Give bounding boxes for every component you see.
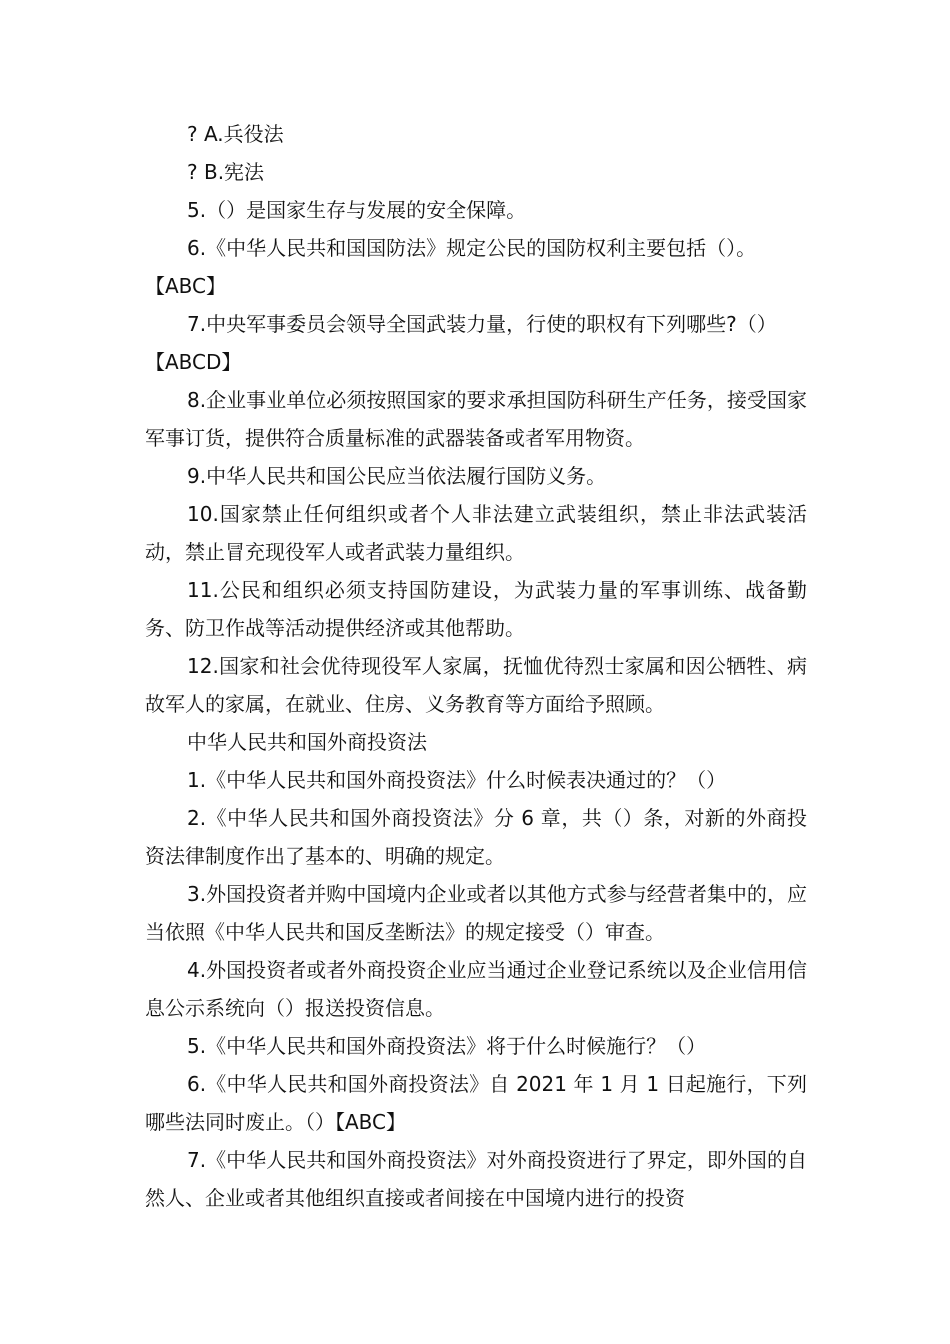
fi-question-3: 3.外国投资者并购中国境内企业或者以其他方式参与经营者集中的，应当依照《中华人民共和国反垄断法》的规定接受（）审查。 — [145, 882, 807, 944]
document-body — [145, 115, 807, 1217]
item-8: 8.企业事业单位必须按照国家的要求承担国防科研生产任务，接受国家军事订货，提供符合质量标准的武器装备或者军用物资。 — [145, 388, 807, 450]
section-heading-foreign-investment-law: 中华人民共和国外商投资法 — [187, 730, 427, 754]
fi-question-6: 6.《中华人民共和国外商投资法》自 2021 年 1 月 1 日起施行，下列哪些法同时废止。（）【ABC】 — [145, 1072, 807, 1134]
item-11: 11.公民和组织必须支持国防建设，为武装力量的军事训练、战备勤务、防卫作战等活动提供经济或其他帮助。 — [145, 578, 807, 640]
answer-abcd: 【ABCD】 — [145, 350, 242, 374]
item-12: 12.国家和社会优待现役军人家属，抚恤优待烈士家属和因公牺牲、病故军人的家属，在就业、住房、义务教育等方面给予照顾。 — [145, 654, 807, 716]
item-9: 9.中华人民共和国公民应当依法履行国防义务。 — [187, 464, 607, 488]
question-7: 7.中央军事委员会领导全国武装力量，行使的职权有下列哪些?（） — [187, 312, 777, 336]
fi-question-7: 7.《中华人民共和国外商投资法》对外商投资进行了界定，即外国的自然人、企业或者其他组织直接或者间接在中国境内进行的投资 — [145, 1148, 807, 1210]
question-5: 5.（）是国家生存与发展的安全保障。 — [187, 198, 527, 222]
fi-question-1: 1.《中华人民共和国外商投资法》什么时候表决通过的？（） — [187, 768, 727, 792]
fi-question-4: 4.外国投资者或者外商投资企业应当通过企业登记系统以及企业信用信息公示系统向（）报送投资信息。 — [145, 958, 807, 1020]
item-10: 10.国家禁止任何组织或者个人非法建立武装组织，禁止非法武装活动，禁止冒充现役军人或者武装力量组织。 — [145, 502, 807, 564]
option-b-line: ? B.宪法 — [187, 160, 265, 184]
question-6: 6.《中华人民共和国国防法》规定公民的国防权利主要包括（）。 — [187, 236, 757, 260]
fi-question-2: 2.《中华人民共和国外商投资法》分 6 章，共（）条，对新的外商投资法律制度作出了基本的、明确的规定。 — [145, 806, 807, 868]
fi-question-5: 5.《中华人民共和国外商投资法》将于什么时候施行？（） — [187, 1034, 707, 1058]
answer-abc: 【ABC】 — [145, 274, 227, 298]
option-a-line: ? A.兵役法 — [187, 122, 284, 146]
